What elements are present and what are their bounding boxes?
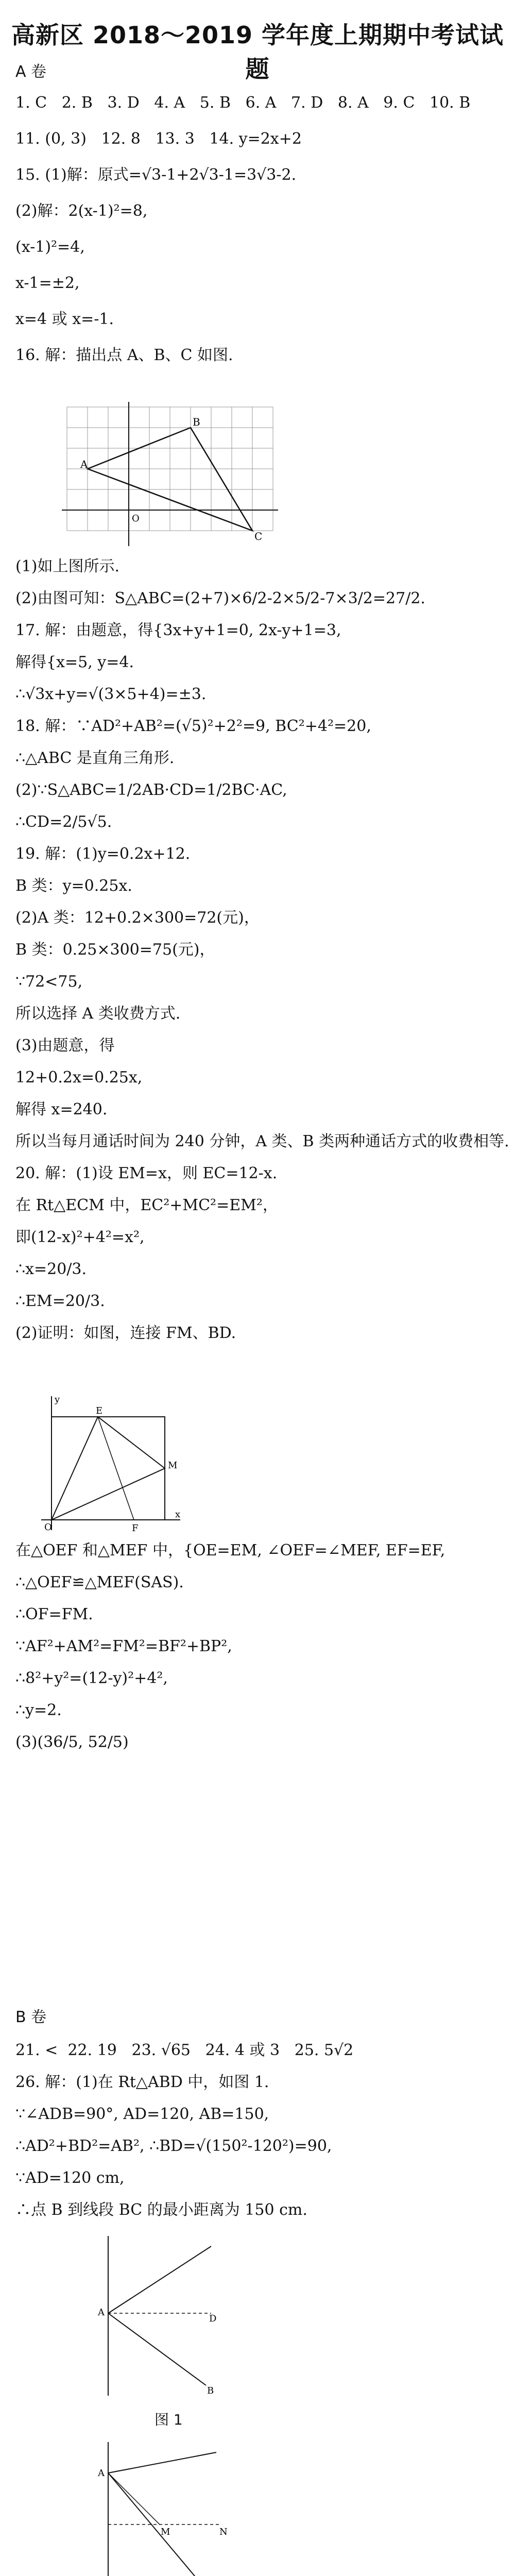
answer-a-line: (2)解：2(x-1)²=8, (15, 202, 148, 220)
answer-a-line: ∴OF=FM. (15, 1605, 93, 1623)
label-o: O (132, 513, 140, 524)
fig1-label-b: B (207, 2385, 214, 2396)
fig2-label-a: A (98, 2468, 105, 2479)
answer-a-line: ∵72<75, (15, 973, 83, 991)
answer-b-line: ∵∠ADB=90°, AD=120, AB=150, (15, 2105, 269, 2123)
answer-a-line: 解得 x=240. (15, 1100, 108, 1118)
answer-a-line: ∴8²+y²=(12-y)²+4², (15, 1669, 168, 1687)
answer-a-line: 19. 解：(1)y=0.2x+12. (15, 845, 191, 863)
label-c: C (254, 530, 263, 543)
answer-a-line: (x-1)²=4, (15, 238, 85, 256)
answer-a-line: 11. (0, 3) 12. 8 13. 3 14. y=2x+2 (15, 130, 302, 148)
label-a: A (80, 458, 88, 470)
section-b-heading: B 卷 (15, 2008, 47, 2026)
section-a-heading: A 卷 (15, 63, 47, 81)
answer-a-line: x-1=±2, (15, 274, 80, 292)
answer-a-line: ∴CD=2/5√5. (15, 813, 112, 831)
answer-a-line: 17. 解：由题意，得{3x+y+1=0, 2x-y+1=3, (15, 621, 341, 639)
fig2-label-m: M (161, 2527, 170, 2537)
answer-b-line: 21. < 22. 19 23. √65 24. 4 或 3 25. 5√2 (15, 2041, 354, 2059)
q26-figure-1 (93, 2231, 227, 2401)
answer-a-line: ∵AF²+AM²=FM²=BF²+BP², (15, 1637, 232, 1655)
answer-a-line: B 类：0.25×300=75(元)， (15, 941, 215, 959)
answer-a-line: ∴△OEF≌△MEF(SAS). (15, 1573, 184, 1591)
answer-a-line: B 类：y=0.25x. (15, 877, 132, 895)
label-m: M (168, 1460, 178, 1471)
answer-b-line: ∵AD=120 cm, (15, 2169, 125, 2187)
answer-a-line: (2)A 类：12+0.2×300=72(元)， (15, 909, 260, 927)
answer-a-line: x=4 或 x=-1. (15, 310, 114, 328)
fold-triangle (52, 1417, 165, 1520)
q26-figure-2 (93, 2437, 237, 2576)
answer-a-line: (2)∵S△ABC=1/2AB·CD=1/2BC·AC, (15, 781, 287, 799)
label-y: y (55, 1394, 60, 1405)
q16-grid-figure (62, 397, 283, 551)
answer-a-line: ∴△ABC 是直角三角形. (15, 749, 175, 767)
answer-a-line: ∴EM=20/3. (15, 1292, 105, 1310)
answer-b-line: 26. 解：(1)在 Rt△ABD 中，如图 1. (15, 2073, 269, 2091)
answer-a-line: 20. 解：(1)设 EM=x，则 EC=12-x. (15, 1164, 278, 1182)
page-title: 高新区 2018～2019 学年度上期期中考试试题 (11, 21, 504, 83)
answer-b-line: ∴点 B 到线段 BC 的最小距离为 150 cm. (15, 2201, 307, 2219)
answer-a-line: 即(12-x)²+4²=x², (15, 1228, 145, 1246)
label-e: E (96, 1405, 103, 1416)
answer-a-line: (2)由图可知：S△ABC=(2+7)×6/2-2×5/2-7×3/2=27/2. (15, 589, 425, 607)
answer-a-line: ∴√3x+y=√(3×5+4)=±3. (15, 685, 207, 703)
answer-a-line: 在 Rt△ECM 中，EC²+MC²=EM²， (15, 1196, 278, 1214)
fig1-label-a: A (98, 2307, 105, 2318)
answer-a-line: (2)证明：如图，连接 FM、BD. (15, 1324, 236, 1342)
answer-a-line: 在△OEF 和△MEF 中，{OE=EM, ∠OEF=∠MEF, EF=EF, (15, 1541, 445, 1560)
answer-a-line: 16. 解：描出点 A、B、C 如图. (15, 346, 233, 364)
answer-a-line: 所以当每月通话时间为 240 分钟，A 类、B 类两种通话方式的收费相等. (15, 1132, 509, 1150)
answer-a-line: (3)由题意，得 (15, 1037, 115, 1055)
fig2-label-n: N (219, 2527, 228, 2537)
caption-fig1: 图 1 (154, 2411, 183, 2428)
answer-a-line: ∴x=20/3. (15, 1260, 87, 1278)
answer-a-line: 所以选择 A 类收费方式. (15, 1005, 181, 1023)
answer-a-line: 解得{x=5, y=4. (15, 653, 134, 671)
answer-a-line: ∴y=2. (15, 1701, 62, 1719)
label-f: F (132, 1523, 139, 1534)
label-o2: O (44, 1522, 52, 1533)
answer-b-line: ∴AD²+BD²=AB², ∴BD=√(150²-120²)=90, (15, 2137, 332, 2155)
fig1-label-d: D (209, 2313, 217, 2324)
answer-a-line: 18. 解：∵AD²+AB²=(√5)²+2²=9, BC²+4²=20, (15, 717, 371, 735)
answer-a-line: (3)(36/5, 52/5) (15, 1733, 129, 1751)
answer-a-line: (1)如上图所示. (15, 557, 120, 575)
rectangle-oabc (52, 1417, 165, 1520)
answer-a-line: 1. C 2. B 3. D 4. A 5. B 6. A 7. D 8. A 9. C 10. B (15, 94, 471, 112)
answer-a-line: 15. (1)解：原式=√3-1+2√3-1=3√3-2. (15, 166, 297, 184)
label-b: B (193, 416, 200, 428)
answer-a-line: 12+0.2x=0.25x, (15, 1069, 143, 1087)
q20-rectangle-figure (31, 1391, 185, 1535)
label-x: x (175, 1509, 181, 1520)
